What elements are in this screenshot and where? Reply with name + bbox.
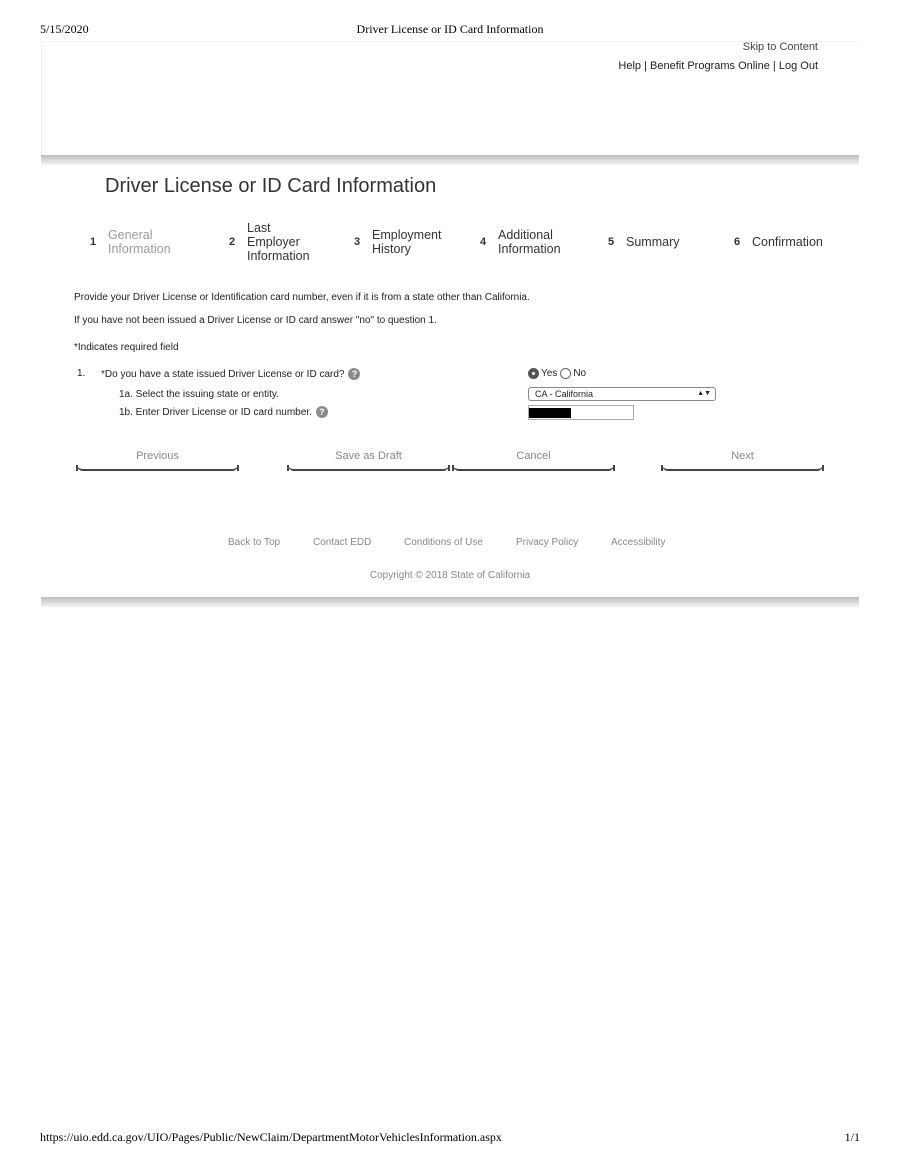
progress-stepper: [80, 220, 840, 264]
nav-separator: |: [641, 60, 651, 72]
step-label: Summary: [626, 235, 680, 249]
redacted-value: [529, 408, 571, 418]
logout-link[interactable]: Log Out: [778, 60, 818, 72]
yes-radio-label[interactable]: Yes: [541, 368, 558, 379]
question-text: *Do you have a state issued Driver License or ID card?: [101, 368, 345, 380]
utility-nav: [618, 60, 818, 72]
print-title: Driver License or ID Card Information: [356, 22, 544, 36]
question-1b-label: [119, 406, 328, 418]
help-icon[interactable]: ?: [348, 368, 360, 380]
no-radio[interactable]: [560, 368, 571, 379]
license-number-input[interactable]: [528, 405, 634, 420]
previous-button[interactable]: Previous: [77, 445, 238, 471]
step-number: 3: [354, 236, 361, 248]
step-last-employer-information[interactable]: [229, 220, 317, 264]
instruction-text: Provide your Driver License or Identification card number, even if it is from a state other than California.: [74, 292, 530, 303]
select-arrows-icon: ▲▼: [697, 390, 711, 397]
step-label: Confirmation: [752, 235, 823, 249]
question-text: 1b. Enter Driver License or ID card number.: [119, 406, 312, 418]
step-summary[interactable]: [608, 220, 679, 264]
step-label: General Information: [108, 228, 171, 256]
benefit-programs-link[interactable]: Benefit Programs Online: [650, 60, 770, 72]
print-page-number: 1/1: [844, 1130, 860, 1144]
cancel-button[interactable]: Cancel: [453, 445, 614, 471]
step-number: 5: [608, 236, 615, 248]
nav-separator: |: [769, 60, 779, 72]
accessibility-link[interactable]: Accessibility: [611, 537, 666, 548]
back-to-top-link[interactable]: Back to Top: [228, 537, 281, 548]
skip-to-content-link[interactable]: Skip to Content: [742, 41, 818, 53]
yes-radio[interactable]: [528, 368, 539, 379]
question-number: 1.: [77, 368, 86, 379]
step-additional-information[interactable]: [480, 220, 578, 264]
step-number: 1: [90, 236, 97, 248]
privacy-policy-link[interactable]: Privacy Policy: [516, 537, 579, 548]
step-confirmation[interactable]: [734, 220, 823, 264]
step-label: Employment History: [372, 228, 442, 256]
save-as-draft-button[interactable]: Save as Draft: [288, 445, 449, 471]
question-text: 1a. Select the issuing state or entity.: [119, 389, 279, 400]
print-date: 5/15/2020: [40, 22, 89, 36]
site-header: [41, 41, 859, 155]
page-title: Driver License or ID Card Information: [105, 175, 437, 197]
select-value: CA - California: [535, 389, 594, 399]
required-field-note: *Indicates required field: [74, 342, 179, 353]
question-1-label: [101, 368, 360, 380]
instruction-text: If you have not been issued a Driver License or ID card answer "no" to question 1.: [74, 315, 437, 326]
step-number: 2: [229, 236, 236, 248]
step-label: Additional Information: [498, 228, 561, 256]
no-radio-label[interactable]: No: [573, 368, 587, 379]
footer-shadow-divider: [41, 597, 859, 607]
question-1a-label: [119, 389, 279, 400]
license-radio-group: [528, 368, 589, 379]
help-link[interactable]: Help: [618, 60, 642, 72]
issuing-state-select[interactable]: [528, 387, 716, 401]
header-shadow-divider: [41, 155, 859, 165]
help-icon[interactable]: ?: [316, 406, 328, 418]
step-label: Last Employer Information: [247, 221, 310, 263]
step-general-information[interactable]: [90, 220, 188, 264]
contact-edd-link[interactable]: Contact EDD: [313, 537, 372, 548]
next-button[interactable]: Next: [662, 445, 823, 471]
step-number: 6: [734, 236, 741, 248]
step-number: 4: [480, 236, 487, 248]
step-employment-history[interactable]: [354, 220, 452, 264]
conditions-of-use-link[interactable]: Conditions of Use: [404, 537, 483, 548]
copyright-text: Copyright © 2018 State of California: [369, 570, 531, 581]
print-url: https://uio.edd.ca.gov/UIO/Pages/Public/NewClaim/DepartmentMotorVehiclesInformation.aspx: [40, 1130, 502, 1144]
